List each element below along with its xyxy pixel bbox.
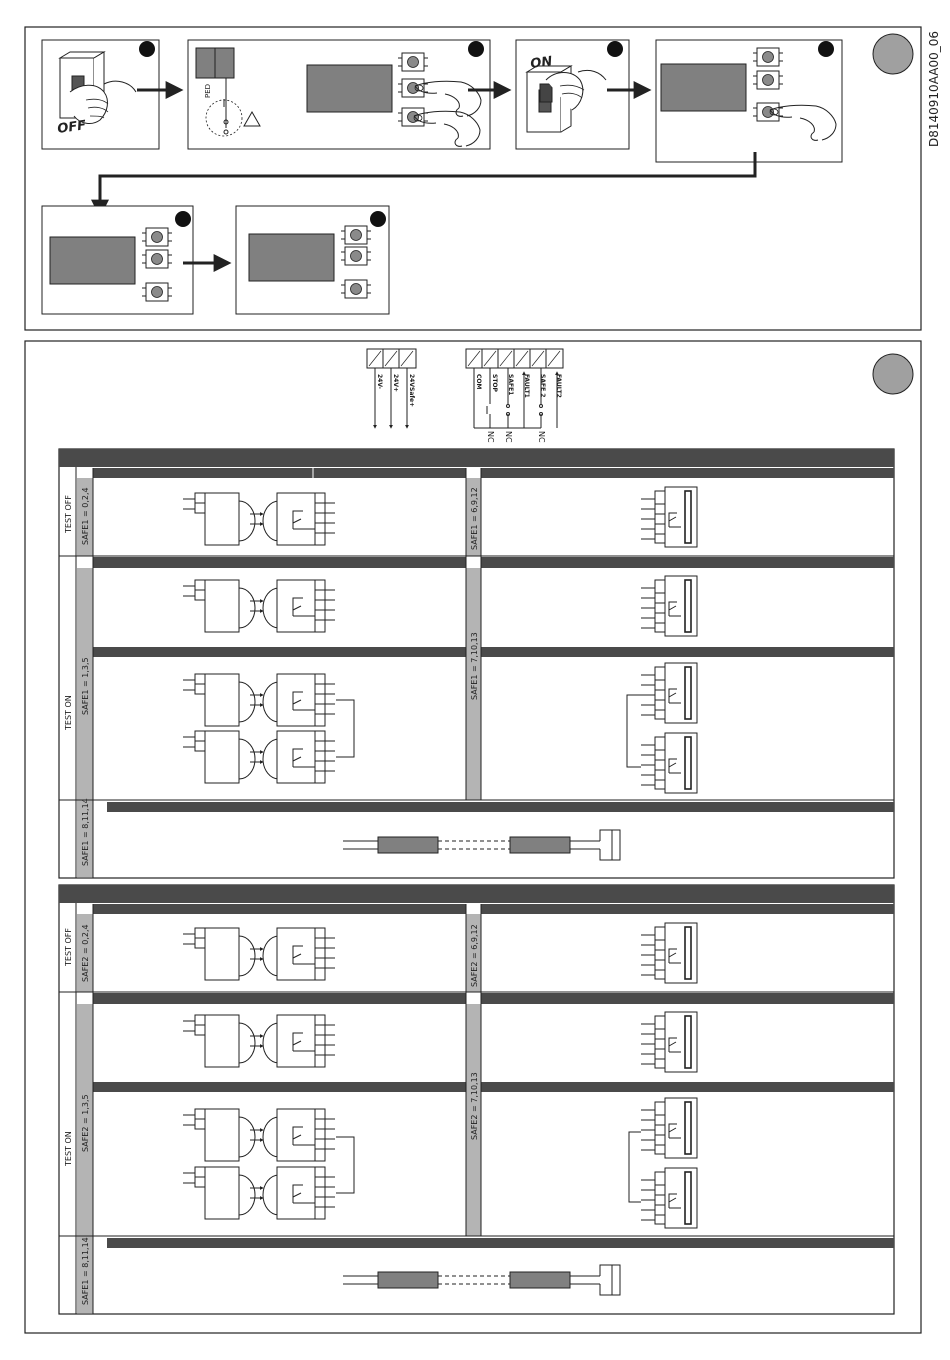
- terminal-label: PED: [204, 83, 212, 98]
- nc-label-3: NC: [537, 431, 546, 443]
- safe1-photocell-pair-a: [183, 674, 335, 726]
- safe2-edge-pair-b: [641, 1168, 697, 1228]
- document-reference-code: D8140910AA00_06: [927, 31, 941, 147]
- safe1-test-off-label: TEST OFF: [64, 495, 73, 533]
- safe1-test-on-label: TEST ON: [64, 695, 73, 730]
- terminal-safe2: SAFE 2: [539, 374, 546, 398]
- nc-label-2: NC: [504, 431, 513, 443]
- safe1-edge-off-values: SAFE1 = 6,9,12: [470, 487, 479, 550]
- on-label: ON: [529, 54, 554, 72]
- terminal-safe1: SAFE1: [507, 374, 514, 396]
- safe2-off-values: SAFE2 = 0,2,4: [81, 924, 90, 982]
- safe2-optical-edge: [343, 1265, 620, 1295]
- off-label: OFF: [56, 118, 88, 137]
- nc-label-1: NC: [486, 431, 495, 443]
- terminal-com: COM: [475, 374, 482, 390]
- panel-power-on: [516, 40, 629, 149]
- safe2-test-on-label: TEST ON: [64, 1131, 73, 1166]
- safe2-photocell-pair-a: [183, 1109, 335, 1161]
- safe1-photocell-pair-b: [183, 731, 335, 783]
- safe2-photocell-test-on: [183, 1015, 335, 1067]
- safe1-group: [59, 449, 894, 878]
- terminal-fault2: FAULT2: [555, 374, 562, 398]
- signal-terminal-block: [466, 349, 563, 443]
- safe2-group: [59, 885, 894, 1314]
- safe2-on-values: SAFE2 = 1,3,5: [81, 1094, 90, 1152]
- step2-number-circle: [873, 354, 913, 394]
- safe2-edge-on-values: SAFE2 = 7,10,13: [470, 1072, 479, 1140]
- safe1-edge-on-values: SAFE1 = 7,10,13: [470, 632, 479, 700]
- safe2-photocell-pair-b: [183, 1167, 335, 1219]
- terminal-24v-plus: 24V+: [392, 374, 399, 393]
- safe1-optical-edge: [343, 830, 620, 860]
- safe2-edge-off-values: SAFE2 = 6,9,12: [470, 924, 479, 987]
- safe1-optic-values: SAFE1 = 8,11,14: [81, 798, 90, 866]
- safe2-test-off-label: TEST OFF: [64, 928, 73, 966]
- safe2-optic-values: SAFE1 = 8,11,14: [81, 1237, 90, 1305]
- terminal-fault1: FAULT1: [523, 374, 530, 398]
- document-reference: [922, 14, 946, 164]
- safe1-photocell-test-off: [183, 493, 335, 545]
- safe2-edge-test-on: [641, 1012, 697, 1072]
- safe1-off-values: SAFE1 = 0,2,4: [81, 487, 90, 545]
- terminal-24v-safe: 24VSafe+: [408, 374, 415, 408]
- safe1-edge-test-off: [641, 487, 697, 547]
- safe2-edge-pair-a: [641, 1098, 697, 1158]
- panel-power-off: [42, 40, 159, 149]
- terminal-stop: STOP: [491, 374, 498, 392]
- power-terminal-block: [367, 349, 416, 428]
- step1-number-circle: [873, 34, 913, 74]
- safe1-on-values: SAFE1 = 1,3,5: [81, 657, 90, 715]
- safe2-photocell-test-off: [183, 928, 335, 980]
- safe2-edge-test-off: [641, 923, 697, 983]
- panel-confirm: [656, 40, 842, 162]
- panel-display-1: [42, 206, 193, 314]
- safe1-photocell-test-on: [183, 580, 335, 632]
- safe1-edge-pair-a: [641, 663, 697, 723]
- safe1-edge-test-on: [641, 576, 697, 636]
- panel-board: [188, 40, 490, 149]
- terminal-24v-minus: 24V-: [376, 374, 383, 390]
- panel-display-2: [236, 206, 389, 314]
- safe1-edge-pair-b: [641, 733, 697, 793]
